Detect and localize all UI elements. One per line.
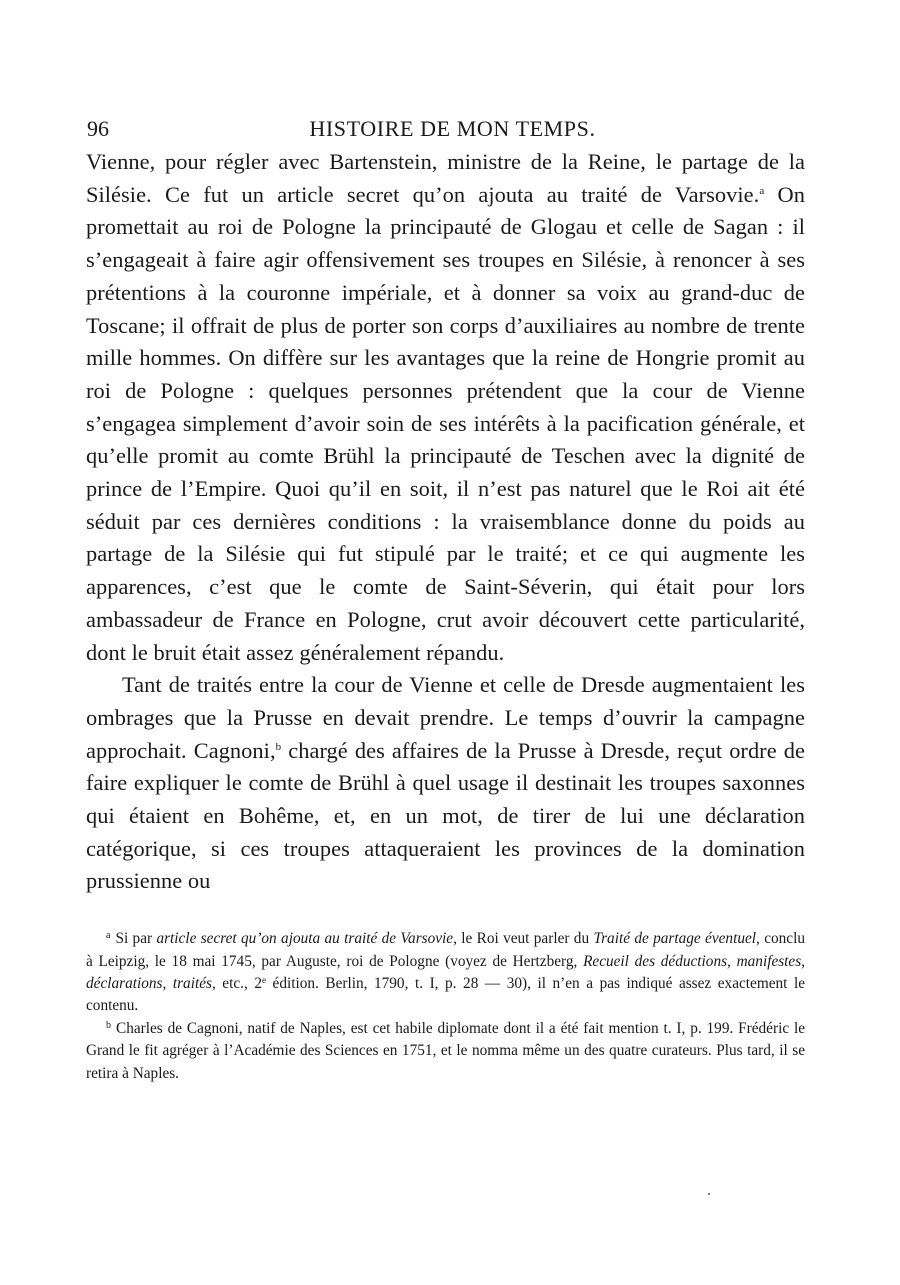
footnote-a-text-3: conclu à Leipzig, le 18 mai 1745, par Auguste, roi de Pologne (voyez de Hertzberg, bbox=[86, 930, 805, 970]
footnote-a-italic-1: article secret qu’on ajouta au traité de Varsovie bbox=[156, 930, 454, 948]
running-head bbox=[86, 112, 805, 146]
running-title: HISTOIRE DE MON TEMPS. bbox=[309, 116, 596, 141]
page-speck bbox=[708, 1193, 710, 1195]
footnote-a-text-1: Si par bbox=[115, 930, 157, 948]
footnote-a-italic-2: Traité de partage éventuel, bbox=[593, 930, 760, 948]
paragraph-1-part-a: Vienne, pour régler avec Bartenstein, ministre de la Reine, le partage de la Silésie. Ce fut un article secret qu’on ajouta au traité de Varsovie. bbox=[86, 149, 805, 207]
footnote-a bbox=[86, 928, 805, 1018]
footnote-b bbox=[86, 1018, 805, 1085]
footnote-a-italic-3: Recueil des déductions, manifestes, déclarations, traités, bbox=[86, 952, 806, 992]
paragraph-2-part-a: Tant de traités entre la cour de Vienne et celle de Dresde augmentaient les ombrages que la Prusse en devait prendre. Le temps d’ouvrir la campagne approchait. Cagnoni, bbox=[86, 672, 805, 763]
footnote-b-mark: b bbox=[106, 1019, 111, 1031]
footnotes bbox=[86, 928, 805, 1085]
paragraph-1-part-b: On promettait au roi de Pologne la principauté de Glogau et celle de Sagan : il s’engageait à faire agir offensivement ses troupes en Silésie, à renoncer à ses prétentions à la couronne impériale, et à donner sa voix au grand-duc de Toscane; il offrait de plus de porter son corps d’auxiliaires au nombre de trente mille hommes. On diffère sur les avantages que la reine de Hongrie promit au roi de Pologne : quelques personnes prétendent que la cour de Vienne s’engagea simplement d’avoir soin de ses intérêts à la pacification générale, et qu’elle promit au comte Brühl la principauté de Teschen avec la dignité de prince de l’Empire. Quoi qu’il en soit, il n’est pas naturel que le Roi ait été séduit par ces dernières conditions : la vraisemblance donne du poids au partage de la Silésie qui fut stipulé par le traité; et ce qui augmente les apparences, c’est que le comte de Saint-Séverin, qui était pour lors ambassadeur de France en Pologne, crut avoir découvert cette particularité, dont le bruit était assez généralement répandu. bbox=[86, 181, 805, 665]
footnote-a-text-5: édition. Berlin, 1790, t. I, p. 28 — 30), il n’en a pas indiqué assez exactement le contenu. bbox=[86, 974, 805, 1015]
paragraph-1 bbox=[86, 146, 805, 669]
footnote-b-text: Charles de Cagnoni, natif de Naples, est cet habile diplomate dont il a été fait mention t. I, p. 199. Frédéric le Grand le fit agréger à l’Académie des Sciences en 1751, et le nomma même un des quatre curateurs. Plus tard, il se retira à Naples. bbox=[86, 1019, 805, 1082]
footnote-a-text-2: , le Roi veut parler du bbox=[453, 930, 594, 948]
paragraph-2-part-b: chargé des affaires de la Prusse à Dresde, reçut ordre de faire expliquer le comte de Brühl à quel usage il destinait les troupes saxonnes qui étaient en Bohême, et, en un mot, de tirer de lui une déclaration catégorique, si ces troupes attaqueraient les provinces de la domination prussienne ou bbox=[86, 737, 805, 894]
paragraph-2 bbox=[86, 669, 805, 898]
footnote-ref-a: a bbox=[759, 184, 765, 197]
footnote-a-superscript: e bbox=[261, 974, 266, 985]
page-number: 96 bbox=[87, 116, 109, 141]
footnote-a-mark: a bbox=[106, 930, 111, 942]
book-page bbox=[86, 112, 805, 1085]
footnote-a-text-4: etc., 2 bbox=[215, 974, 262, 992]
main-text bbox=[86, 146, 805, 898]
footnote-ref-b: b bbox=[275, 740, 282, 753]
